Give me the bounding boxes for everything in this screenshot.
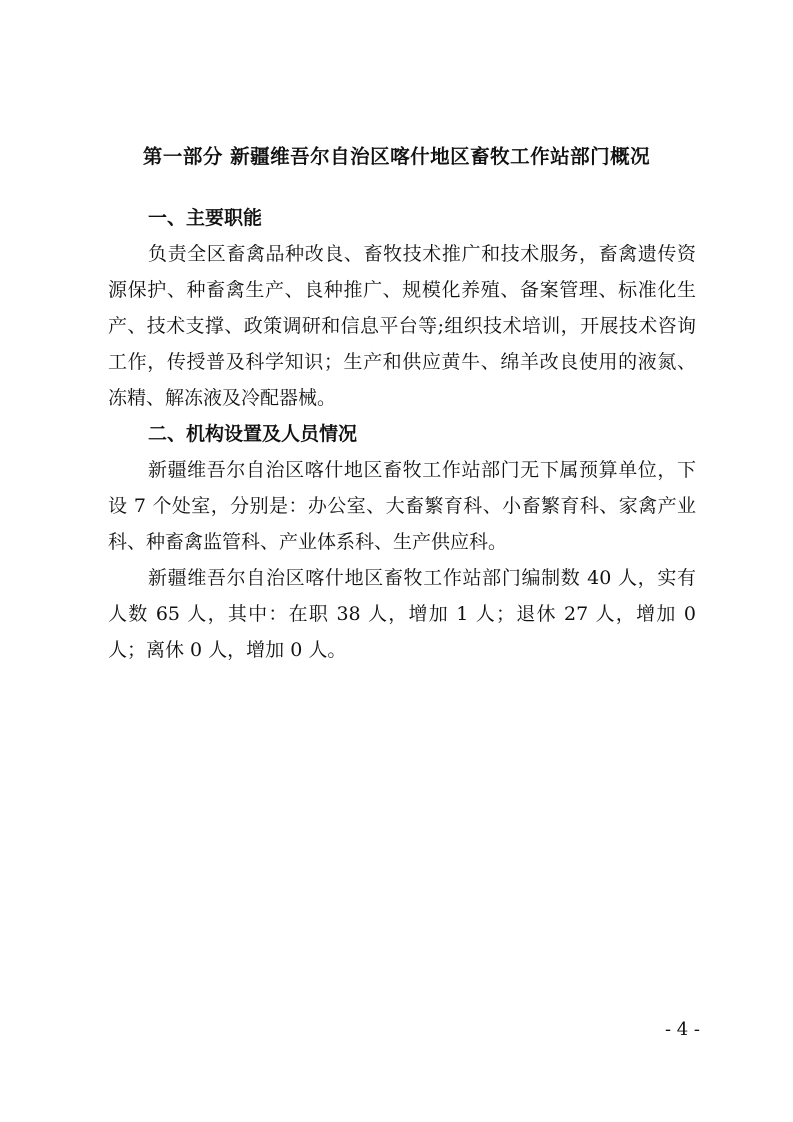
section-organization-staffing (108, 416, 696, 668)
section-heading: 一、主要职能 (148, 207, 263, 229)
section-heading: 二、机构设置及人员情况 (148, 423, 358, 445)
section-main-functions (108, 200, 696, 416)
document-title: 第一部分 新疆维吾尔自治区喀什地区畜牧工作站部门概况 (142, 145, 651, 168)
section-paragraph: 新疆维吾尔自治区喀什地区畜牧工作站部门无下属预算单位，下设 7 个处室，分别是：办公室、大畜繁育科、小畜繁育科、家禽产业科、种畜禽监管科、产业体系科、生产供应科。 (108, 459, 696, 553)
section-paragraph: 新疆维吾尔自治区喀什地区畜牧工作站部门编制数 40 人，实有人数 65 人，其中：在职 38 人，增加 1 人；退休 27 人，增加 0 人；离休 0 人，增加 0 人。 (108, 567, 696, 661)
section-paragraph: 负责全区畜禽品种改良、畜牧技术推广和技术服务，畜禽遗传资源保护、种畜禽生产、良种推广、规模化养殖、备案管理、标准化生产、技术支撑、政策调研和信息平台等;组织技术培训，开展技术咨询工作，传授普及科学知识；生产和供应黄牛、绵羊改良使用的液氮、冻精、解冻液及冷配器械。 (108, 243, 696, 409)
page-number: - 4 - (664, 1019, 700, 1040)
document-body (108, 200, 696, 668)
